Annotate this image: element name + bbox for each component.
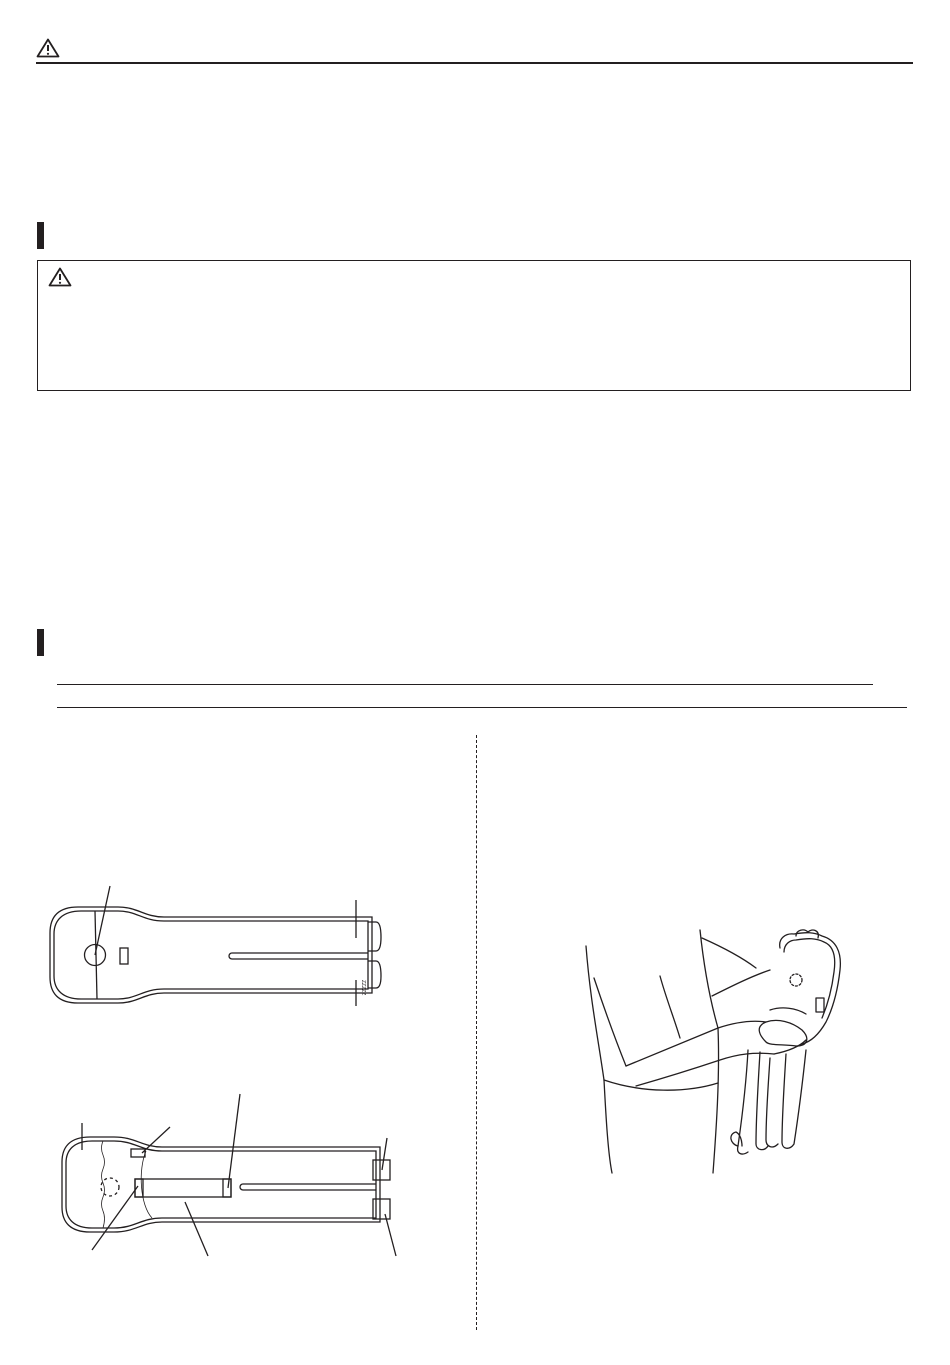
section-2-marker: [37, 629, 44, 656]
cuff-bottom-view-diagram: [40, 1090, 410, 1265]
warning-triangle-icon: [36, 38, 60, 58]
sub-rule-2: [57, 707, 907, 708]
svg-text:ZZZZZ: ZZZZZ: [360, 980, 366, 996]
column-divider: [476, 735, 477, 1330]
warning-triangle-icon: [48, 267, 72, 287]
cuff-top-view-diagram: [40, 880, 400, 1020]
top-rule: [36, 62, 913, 64]
caution-box: [37, 260, 911, 391]
person-wearing-cuff-illustration: [570, 918, 850, 1178]
section-1-marker: [37, 222, 44, 249]
sub-rule-1: [57, 684, 873, 685]
